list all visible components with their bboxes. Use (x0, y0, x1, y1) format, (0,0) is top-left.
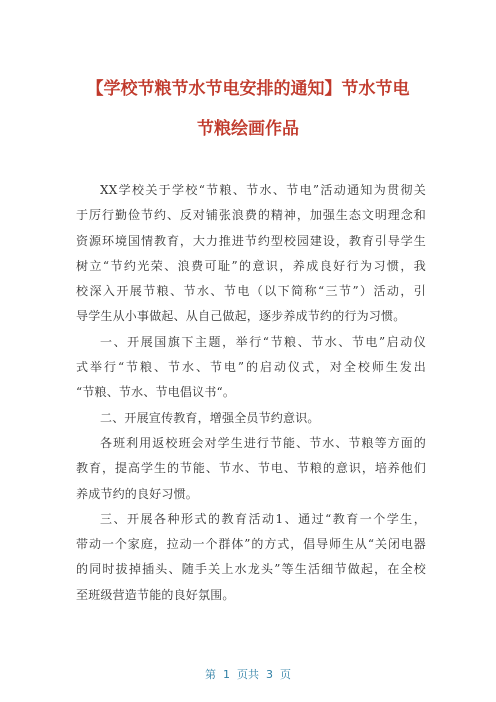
body-line: 一、开展国旗下主题，举行“节粮、节水、节电”启动仪 (100, 334, 426, 349)
body-line: 三、开展各种形式的教育活动1、通过“教育一个学生， (100, 511, 426, 526)
document-body (76, 178, 426, 608)
body-line: XX学校关于学校“节粮、节水、节电”活动通知为贯彻关 (100, 183, 426, 197)
page-footer: 第 1 页共 3 页 (205, 668, 291, 681)
body-line: 养成节约的良好习惯。 (76, 486, 199, 501)
body-line: 导学生从小事做起、从自己做起，逐步养成节约的行为习惯。 (76, 309, 406, 324)
body-line: 二、开展宣传教育，增强全员节约意识。 (100, 410, 320, 425)
body-line: 树立“节约光荣、浪费可耻”的意识，养成良好行为习惯，我 (76, 258, 426, 273)
body-line: 于厉行勤俭节约、反对铺张浪费的精神，加强生态文明理念和 (76, 208, 426, 223)
body-line: 至班级营造节能的良好氛围。 (76, 587, 235, 602)
body-line: 的同时拔掉插头、随手关上水龙头”等生活细节做起，在全校 (76, 562, 426, 577)
body-line: 各班利用返校班会对学生进行节能、节水、节粮等方面的 (100, 435, 426, 450)
body-line: 教育，提高学生的节能、节水、节电、节粮的意识，培养他们 (76, 461, 426, 476)
body-line: 资源环境国情教育，大力推进节约型校园建设，教育引导学生 (76, 233, 426, 248)
body-line: 带动一个家庭，拉动一个群体”的方式，倡导师生从“关闭电器 (76, 537, 426, 552)
document-title-line-2: 节粮绘画作品 (197, 119, 299, 139)
body-line: 校深入开展节粮、节水、节电（以下简称“三节”）活动，引 (76, 284, 426, 299)
body-line: 式举行“节粮、节水、节电”的启动仪式，对全校师生发出 (76, 360, 426, 375)
body-line: “节粮、节水、节电倡议书“。 (76, 385, 236, 400)
document-title-line-1: 【学校节粮节水节电安排的通知】节水节电 (86, 79, 410, 99)
